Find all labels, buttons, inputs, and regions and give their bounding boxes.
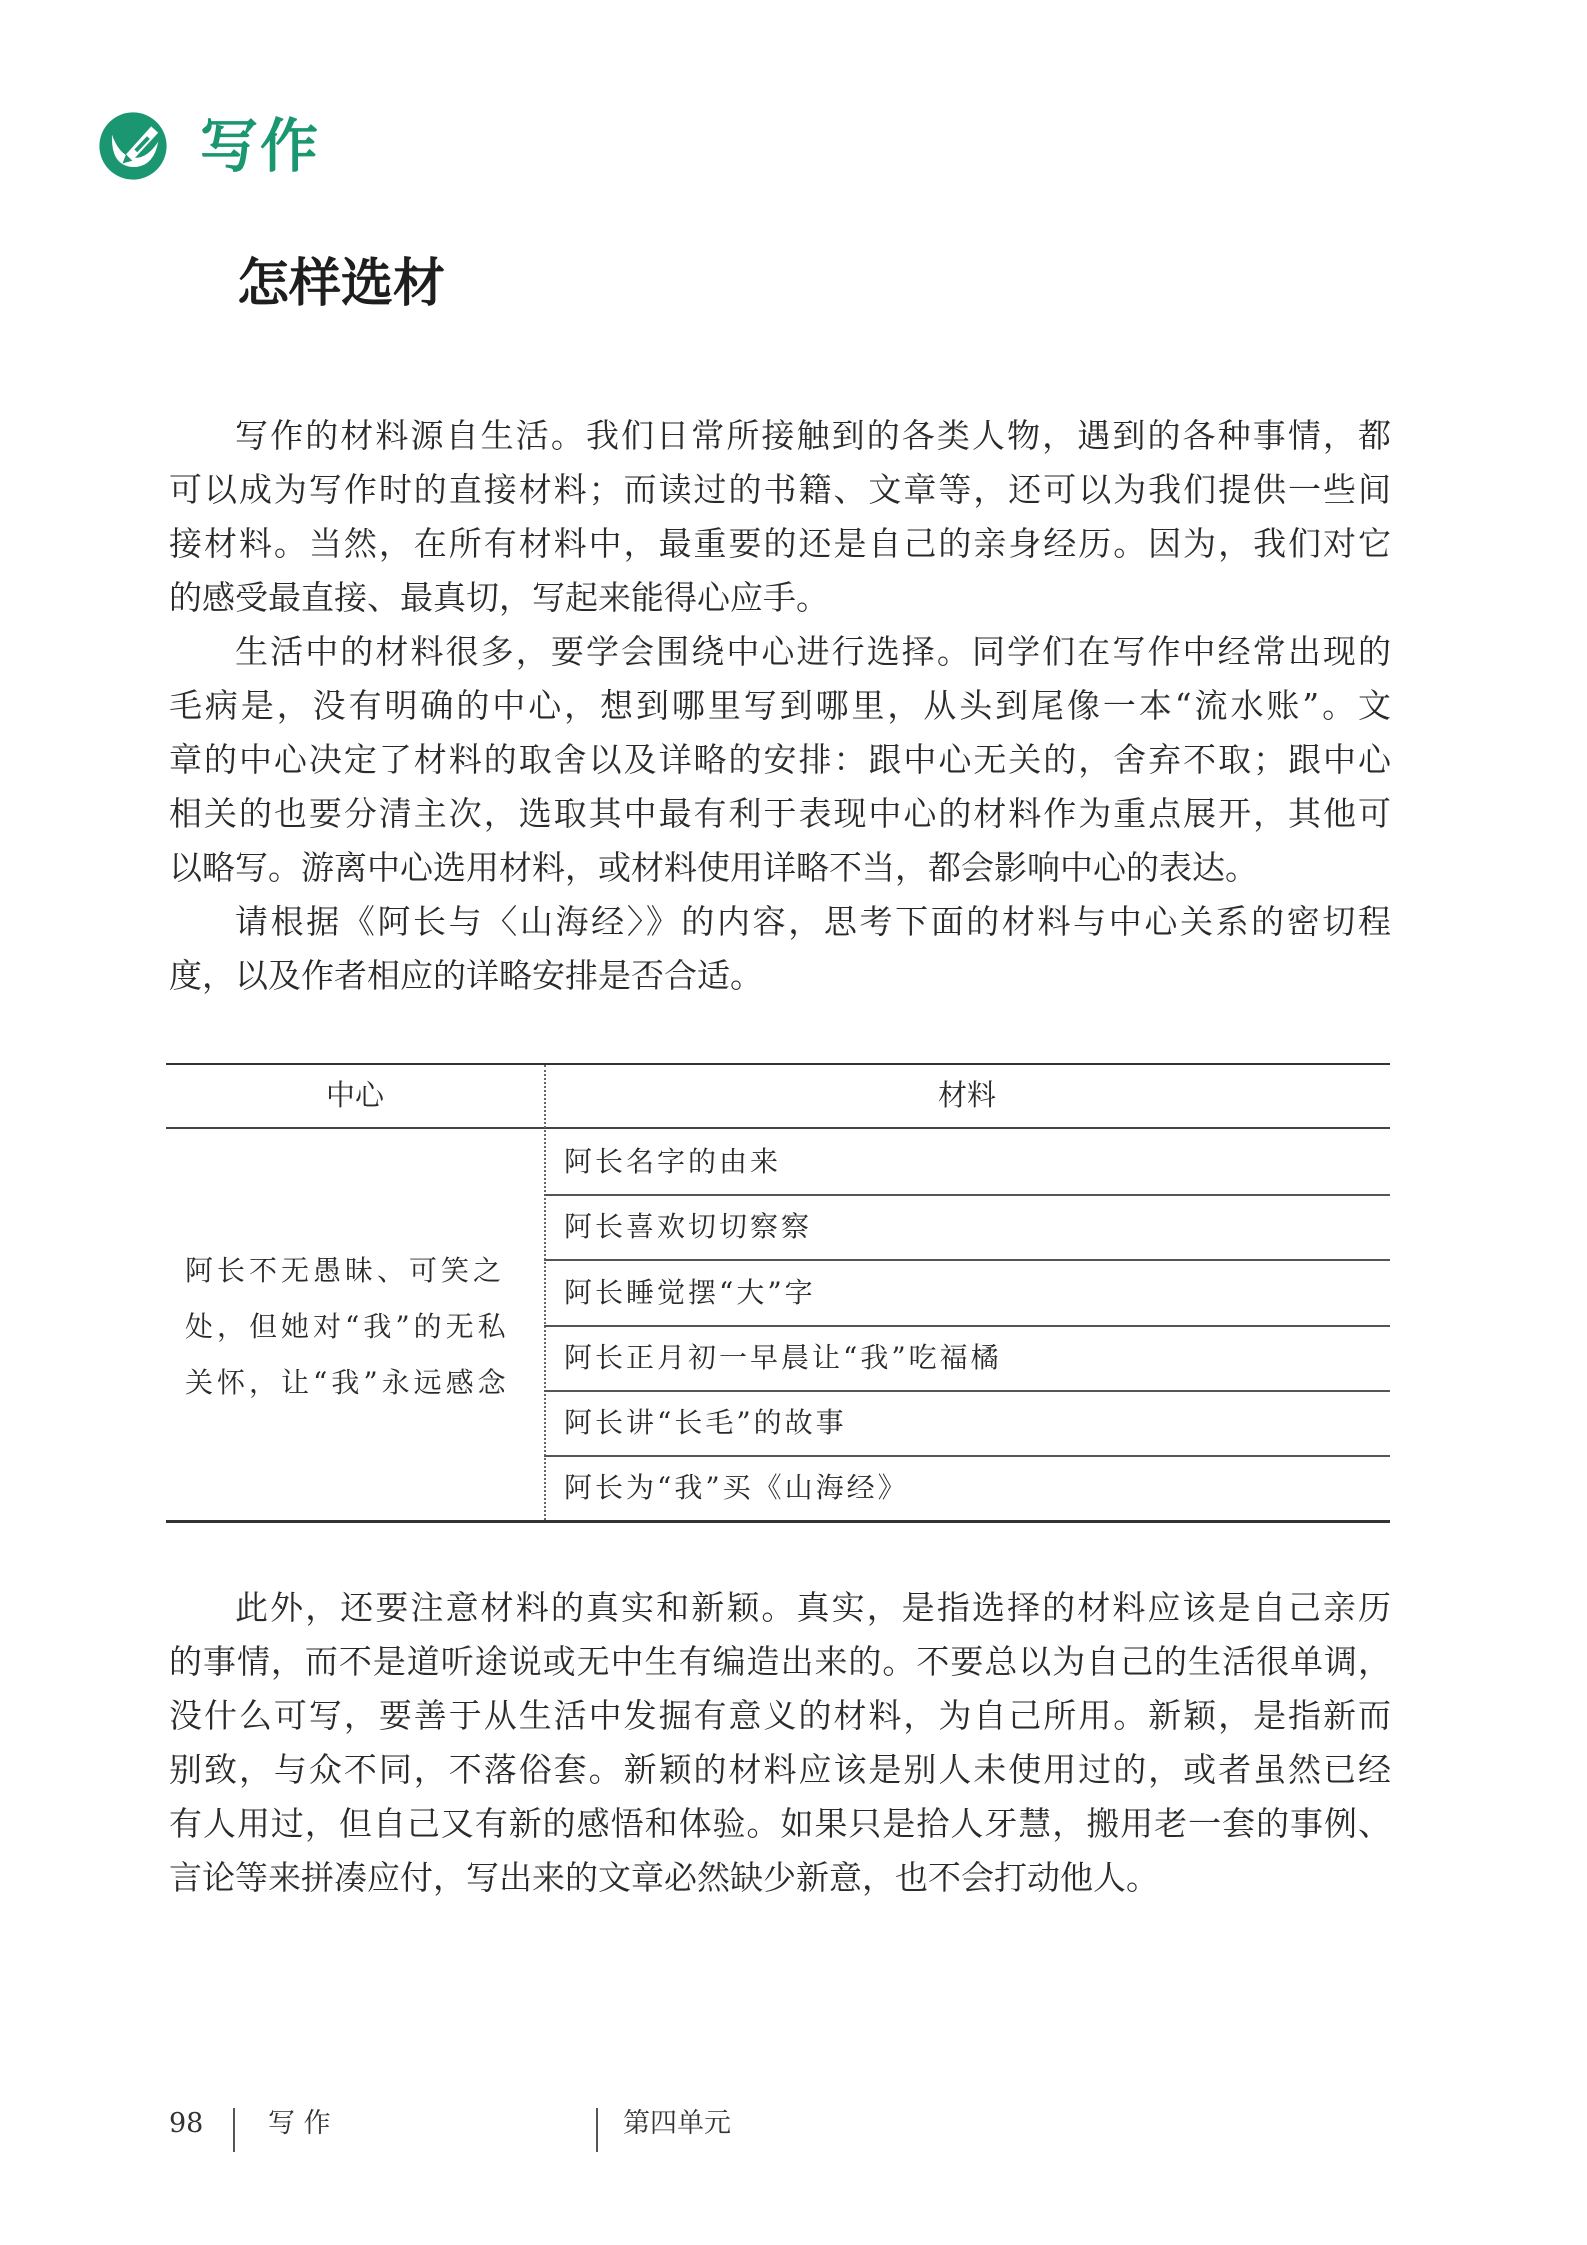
text-line: 没什么可写，要善于从生活中发掘有意义的材料，为自己所用。新颖，是指新而 xyxy=(169,1696,1391,1735)
text-line: 可以成为写作时的直接材料；而读过的书籍、文章等，还可以为我们提供一些间 xyxy=(169,470,1391,509)
material-cell: 阿长名字的由来 xyxy=(564,1145,782,1178)
materials-column xyxy=(564,1129,1384,1521)
text-line: 章的中心决定了材料的取舍以及详略的安排：跟中心无关的，舍弃不取；跟中心 xyxy=(169,740,1391,779)
center-material-table xyxy=(166,1063,1390,1523)
material-cell: 阿长正月初一早晨让“我”吃福橘 xyxy=(564,1340,1002,1374)
material-cell: 阿长喜欢切切察察 xyxy=(564,1210,813,1244)
center-line: 处，但她对“我”的无私 xyxy=(185,1310,510,1343)
paragraph xyxy=(169,625,1391,895)
closing-text xyxy=(169,1581,1391,1905)
center-cell xyxy=(185,1243,510,1411)
text-line: 言论等来拼凑应付，写出来的文章必然缺少新意，也不会打动他人。 xyxy=(169,1858,1159,1897)
text-line: 的事情，而不是道听途说或无中生有编造出来的。不要总以为自己的生活很单调， xyxy=(169,1642,1391,1681)
column-divider xyxy=(544,1065,546,1520)
footer-divider xyxy=(233,2108,235,2152)
paragraph xyxy=(169,409,1391,625)
paragraph xyxy=(169,895,1391,1003)
footer-divider xyxy=(596,2108,598,2152)
center-line: 关怀，让“我”永远感念 xyxy=(185,1366,510,1399)
text-line: 的感受最直接、最真切，写起来能得心应手。 xyxy=(169,578,829,617)
text-line: 请根据《阿长与〈山海经〉》的内容，思考下面的材料与中心关系的密切程 xyxy=(235,902,1391,941)
header-center: 中心 xyxy=(325,1078,384,1112)
text-line: 毛病是，没有明确的中心，想到哪里写到哪里，从头到尾像一本“流水账”。文 xyxy=(169,686,1391,725)
footer-unit: 第四单元 xyxy=(623,2108,731,2139)
footer-section: 写 作 xyxy=(268,2108,331,2139)
section-title: 写作 xyxy=(200,112,321,180)
text-line: 写作的材料源自生活。我们日常所接触到的各类人物，遇到的各种事情，都 xyxy=(235,416,1391,455)
text-line: 生活中的材料很多，要学会围绕中心进行选择。同学们在写作中经常出现的 xyxy=(235,632,1391,671)
text-line: 以略写。游离中心选用材料，或材料使用详略不当，都会影响中心的表达。 xyxy=(169,848,1258,887)
text-line: 别致，与众不同，不落俗套。新颖的材料应该是别人未使用过的，或者虽然已经 xyxy=(169,1750,1391,1789)
material-cell: 阿长为“我”买《山海经》 xyxy=(564,1471,909,1505)
page-title: 怎样选材 xyxy=(237,253,446,314)
text-line: 度，以及作者相应的详略安排是否合适。 xyxy=(169,956,763,995)
intro-text xyxy=(169,409,1391,1003)
text-line: 此外，还要注意材料的真实和新颖。真实，是指选择的材料应该是自己亲历 xyxy=(235,1588,1391,1627)
material-cell: 阿长睡觉摆“大”字 xyxy=(564,1275,816,1309)
page-number: 98 xyxy=(169,2108,204,2139)
material-cell: 阿长讲“长毛”的故事 xyxy=(564,1406,847,1440)
center-line: 阿长不无愚昧、可笑之 xyxy=(185,1254,506,1287)
pen-in-circle-icon xyxy=(98,111,168,181)
text-line: 接材料。当然，在所有材料中，最重要的还是自己的亲身经历。因为，我们对它 xyxy=(169,524,1391,563)
paragraph xyxy=(169,1581,1391,1905)
text-line: 相关的也要分清主次，选取其中最有利于表现中心的材料作为重点展开，其他可 xyxy=(169,794,1391,833)
text-line: 有人用过，但自己又有新的感悟和体验。如果只是拾人牙慧，搬用老一套的事例、 xyxy=(169,1804,1391,1843)
header-material: 材料 xyxy=(937,1078,996,1112)
